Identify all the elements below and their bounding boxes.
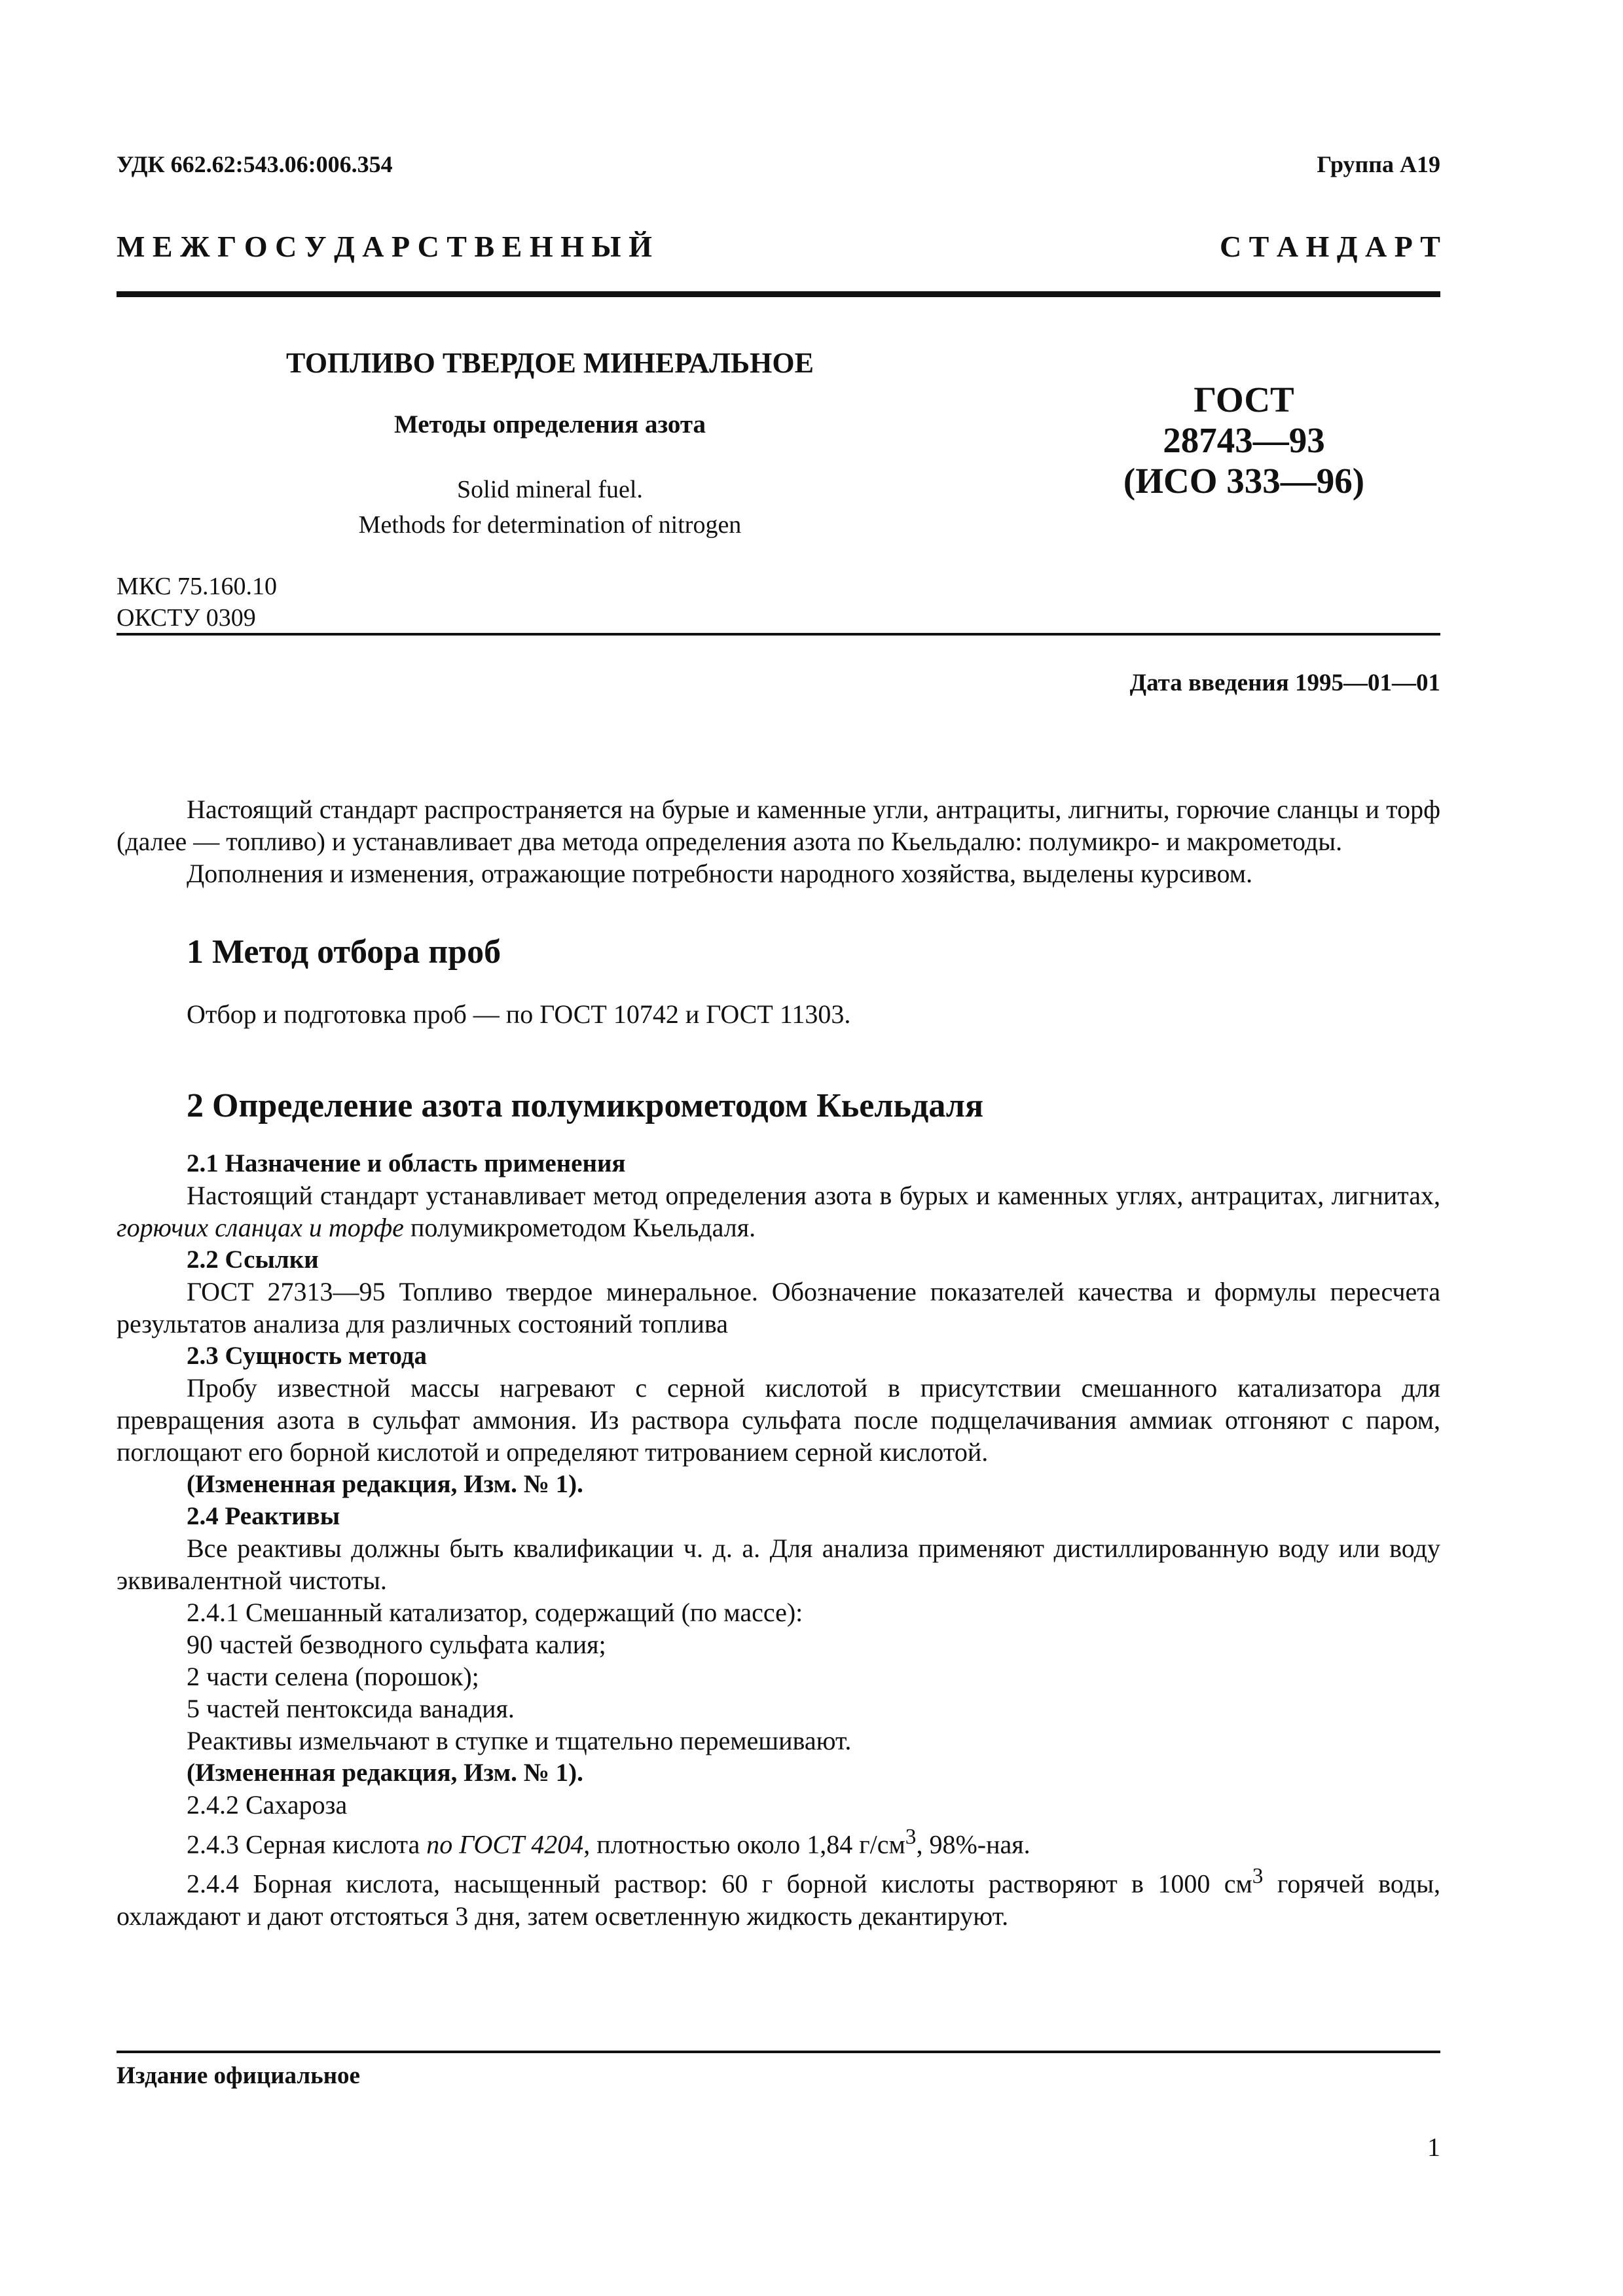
- document-subtitle: Методы определения азота: [393, 410, 706, 439]
- edition-label: Издание официальное: [117, 2062, 360, 2089]
- english-title-line2: Methods for determination of nitrogen: [358, 511, 742, 539]
- section-2-4-4-b: горячей воды, охлаждают и дают отстояться 3 дня, затем осветленную жидкость декантируют.: [117, 1869, 1440, 1931]
- iso-number: (ИСО 333—96): [1123, 461, 1365, 501]
- section-2-4-3-a: 2.4.3 Серная кислота: [187, 1829, 427, 1859]
- section-2-1-text-italic: горючих сланцах и торфе: [117, 1213, 404, 1242]
- catalyst-component-1: 90 частей безводного сульфата калия;: [187, 1630, 606, 1659]
- catalyst-component-2: 2 части селена (порошок);: [187, 1662, 479, 1691]
- footer-rule: [117, 2051, 1440, 2053]
- section-2-4-3: [117, 1821, 1440, 1860]
- section-2-1-text-a: Настоящий стандарт устанавливает метод определения азота в бурых и каменных углях, антрацитах, лигнитах,: [187, 1181, 1440, 1210]
- document-body: [117, 793, 1440, 1932]
- gost-label: ГОСТ: [1194, 380, 1294, 420]
- mks-code: МКС 75.160.10: [117, 573, 278, 600]
- gost-number: 28743—93: [1163, 420, 1325, 460]
- intro-paragraph: Настоящий стандарт распространяется на бурые и каменные угли, антрациты, лигниты, горючие сланцы и торф (далее — топливо) и устанавливает два метода определения азота по Кьельдалю: полумикро- и макрометоды.: [117, 795, 1440, 856]
- section-2-4-text: Все реактивы должны быть квалификации ч. д. а. Для анализа применяют дистиллированную воду или воду эквивалентной чистоты.: [117, 1534, 1440, 1595]
- section-2-1-text-b: полумикрометодом Кьельдаля.: [403, 1213, 756, 1242]
- section-2-3-text: Пробу известной массы нагревают с серной кислотой в присутствии смешанного катализатора для превращения азота в сульфат аммония. Из раствора сульфата после подщелачивания аммиак отгоняют с паром, поглощают его борной кислотой и определяют титрованием серной кислотой.: [117, 1373, 1440, 1467]
- section-1-text: Отбор и подготовка проб — по ГОСТ 10742 и ГОСТ 11303.: [187, 999, 851, 1029]
- codes-rule: [117, 633, 1440, 636]
- page-number: 1: [1427, 2132, 1440, 2162]
- section-2-3-heading: 2.3 Сущность метода: [187, 1342, 428, 1370]
- section-1-heading: 1 Метод отбора проб: [187, 933, 501, 971]
- section-2-4-4: [117, 1860, 1440, 1931]
- intro-note: Дополнения и изменения, отражающие потребности народного хозяйства, выделены курсивом.: [187, 859, 1253, 888]
- udc-code: УДК 662.62:543.06:006.354: [117, 151, 393, 177]
- banner-word-standard: С Т А Н Д А Р Т: [1219, 230, 1440, 263]
- english-title: [223, 472, 877, 543]
- banner-rule: [117, 291, 1440, 297]
- classification-codes: [117, 571, 277, 634]
- section-2-4-heading: 2.4 Реактивы: [187, 1502, 340, 1530]
- english-title-line1: Solid mineral fuel.: [457, 476, 643, 503]
- catalyst-component-3: 5 частей пентоксида ванадия.: [187, 1694, 515, 1723]
- catalyst-preparation: Реактивы измельчают в ступке и тщательно перемешивают.: [187, 1726, 852, 1755]
- section-2-1-text: [117, 1179, 1440, 1244]
- standard-banner: [117, 229, 1440, 264]
- title-block: [223, 344, 877, 543]
- group-code: Группа А19: [1317, 151, 1440, 177]
- section-2-4-3-c: , 98%-ная.: [916, 1829, 1030, 1859]
- section-2-4-3-italic: по ГОСТ 4204: [426, 1829, 584, 1859]
- section-2-4-2: 2.4.2 Сахароза: [187, 1790, 348, 1820]
- banner-word-interstate: М Е Ж Г О С У Д А Р С Т В Е Н Н Ы Й: [117, 230, 652, 263]
- section-2-1-heading: 2.1 Назначение и область применения: [187, 1149, 626, 1177]
- okstu-code: ОКСТУ 0309: [117, 604, 256, 632]
- section-2-4-1: 2.4.1 Смешанный катализатор, содержащий (по массе):: [187, 1598, 803, 1627]
- introduction-date: Дата введения 1995—01—01: [1129, 670, 1440, 696]
- section-2-heading: 2 Определение азота полумикрометодом Кьельдаля: [187, 1087, 984, 1124]
- section-2-4-4-a: 2.4.4 Борная кислота, насыщенный раствор: 60 г борной кислоты растворяют в 1000 см: [187, 1869, 1252, 1899]
- document-title: ТОПЛИВО ТВЕРДОЕ МИНЕРАЛЬНОЕ: [286, 347, 814, 379]
- section-2-3-amendment: (Измененная редакция, Изм. № 1).: [187, 1470, 583, 1498]
- section-2-4-3-sup: 3: [905, 1825, 917, 1849]
- section-2-4-4-sup: 3: [1252, 1864, 1264, 1889]
- section-2-4-3-b: , плотностью около 1,84 г/см: [583, 1829, 905, 1859]
- gost-designation: [1087, 380, 1401, 501]
- section-2-4-1-amendment: (Измененная редакция, Изм. № 1).: [187, 1759, 583, 1787]
- section-2-2-text: ГОСТ 27313—95 Топливо твердое минеральное. Обозначение показателей качества и формулы пересчета результатов анализа для различных состояний топлива: [117, 1277, 1440, 1338]
- section-2-2-heading: 2.2 Ссылки: [187, 1246, 319, 1274]
